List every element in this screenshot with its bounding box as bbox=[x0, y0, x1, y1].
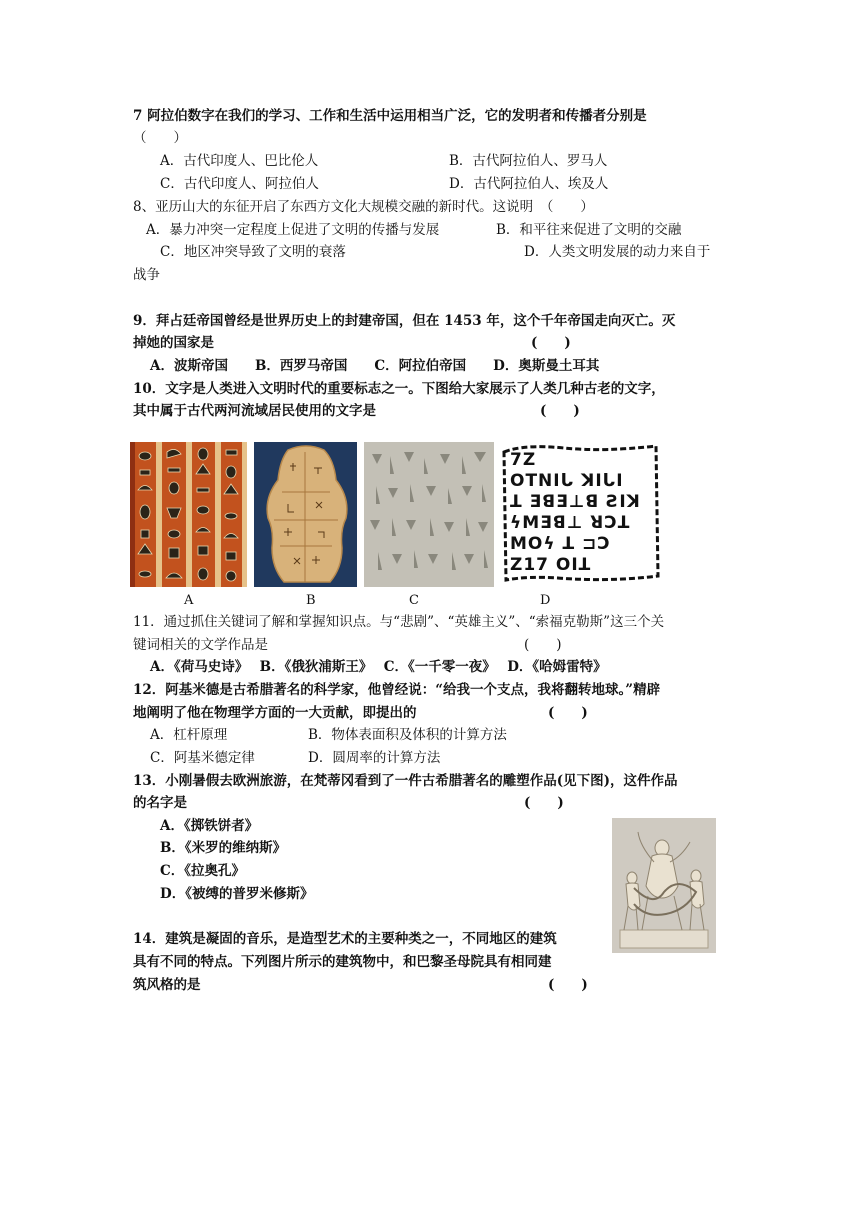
q11-stem: 11．通过抓住关键词了解和掌握知识点。与“悲剧”、“英雄主义”、“索福克勒斯”这三个关 bbox=[133, 614, 665, 630]
q12-option-d: D．圆周率的计算方法 bbox=[308, 750, 441, 766]
q9-answer-paren: ( ) bbox=[531, 335, 571, 351]
q7-option-d: D．古代阿拉伯人、埃及人 bbox=[449, 176, 609, 192]
image-label-b: B bbox=[306, 593, 316, 608]
inscription-row: OTNIᒐ ꓘIᒐI bbox=[510, 471, 624, 491]
q8-option-d: D．人类文明发展的动力来自于 bbox=[524, 244, 711, 260]
q7-option-c: C．古代印度人、阿拉伯人 bbox=[160, 176, 319, 192]
q12-option-c: C．阿基米德定律 bbox=[150, 750, 255, 766]
q11-answer-paren: ( ) bbox=[524, 637, 562, 653]
q12-stem-cont: 地阐明了他在物理学方面的一大贡献，即提出的 bbox=[133, 705, 417, 721]
q8-stem: 8、亚历山大的东征开启了东西方文化大规模交融的新时代。这说明 （ ） bbox=[133, 199, 594, 215]
q14-stem: 14．建筑是凝固的音乐，是造型艺术的主要种类之一，不同地区的建筑 bbox=[133, 931, 557, 947]
q13-option-a: A．《掷铁饼者》 bbox=[160, 818, 259, 834]
q14-stem-cont: 具有不同的特点。下列图片所示的建筑物中，和巴黎圣母院具有相同建 bbox=[133, 954, 552, 970]
cuneiform-tablet-image bbox=[364, 442, 494, 587]
q12-option-b: B．物体表面积及体积的计算方法 bbox=[308, 727, 507, 743]
q13-option-b: B．《米罗的维纳斯》 bbox=[160, 840, 287, 856]
q13-stem: 13．小刚暑假去欧洲旅游，在梵蒂冈看到了一件古希腊著名的雕塑作品(见下图)，这件作品 bbox=[133, 773, 678, 789]
image-label-d: D bbox=[540, 593, 551, 608]
inscription-row: ꓕ ƎꓭƎ⊥ꓭ ƧIꓘ bbox=[510, 492, 641, 512]
q11-options: A．《荷马史诗》 B．《俄狄浦斯王》 C．《一千零一夜》 D．《哈姆雷特》 bbox=[150, 659, 607, 675]
q7-answer-paren: （ ） bbox=[133, 130, 187, 146]
inscription-row: ꓟOϟ ꓕ ⊐ꓛ bbox=[510, 534, 611, 554]
q12-answer-paren: ( ) bbox=[548, 705, 588, 721]
q8-option-d-cont: 战争 bbox=[133, 267, 160, 283]
q13-option-c: C．《拉奥孔》 bbox=[160, 863, 245, 879]
q14-stem-cont2: 筑风格的是 bbox=[133, 977, 201, 993]
q7-option-a: A．古代印度人、巴比伦人 bbox=[160, 153, 319, 169]
q13-option-d: D．《被缚的普罗米修斯》 bbox=[160, 886, 314, 902]
q12-option-a: A．杠杆原理 bbox=[150, 727, 228, 743]
q10-answer-paren: ( ) bbox=[540, 403, 580, 419]
image-label-a: A bbox=[184, 593, 194, 608]
q13-answer-paren: ( ) bbox=[524, 795, 564, 811]
inscription-row: 7Z bbox=[510, 450, 537, 470]
q8-option-c: C．地区冲突导致了文明的衰落 bbox=[160, 244, 346, 260]
inscription-row: ϟꓟƎꓭ⊥ ꓤꓛꓕ bbox=[510, 513, 631, 533]
q7-stem: 7 阿拉伯数字在我们的学习、工作和生活中运用相当广泛，它的发明者和传播者分别是 bbox=[133, 108, 647, 124]
q9-stem: 9．拜占廷帝国曾经是世界历史上的封建帝国，但在 1453 年，这个千年帝国走向灭亡。灭 bbox=[133, 313, 676, 329]
q8-option-a: A．暴力冲突一定程度上促进了文明的传播与发展 bbox=[146, 222, 440, 238]
q9-stem-cont: 掉她的国家是 bbox=[133, 335, 214, 351]
q8-option-b: B．和平往来促进了文明的交融 bbox=[496, 222, 682, 238]
oracle-bone-image bbox=[254, 442, 357, 587]
image-label-c: C bbox=[409, 593, 419, 608]
q7-option-b: B．古代阿拉伯人、罗马人 bbox=[449, 153, 608, 169]
alphabet-inscription-image bbox=[500, 442, 662, 587]
q10-stem: 10．文字是人类进入文明时代的重要标志之一。下图给大家展示了人类几种古老的文字， bbox=[133, 381, 665, 397]
q11-stem-cont: 键词相关的文学作品是 bbox=[133, 637, 268, 653]
q13-stem-cont: 的名字是 bbox=[133, 795, 187, 811]
q12-stem: 12．阿基米德是古希腊著名的科学家，他曾经说：“给我一个支点，我将翻转地球。”精辟 bbox=[133, 682, 661, 698]
hieroglyphs-image bbox=[130, 442, 247, 587]
laocoon-sculpture-image bbox=[612, 818, 716, 953]
q10-stem-cont: 其中属于古代两河流域居民使用的文字是 bbox=[133, 403, 376, 419]
q9-options: A．波斯帝国 B．西罗马帝国 C．阿拉伯帝国 D．奥斯曼土耳其 bbox=[150, 358, 600, 374]
inscription-row: Z17 OIꓕ bbox=[510, 555, 592, 575]
q14-answer-paren: ( ) bbox=[548, 977, 588, 993]
